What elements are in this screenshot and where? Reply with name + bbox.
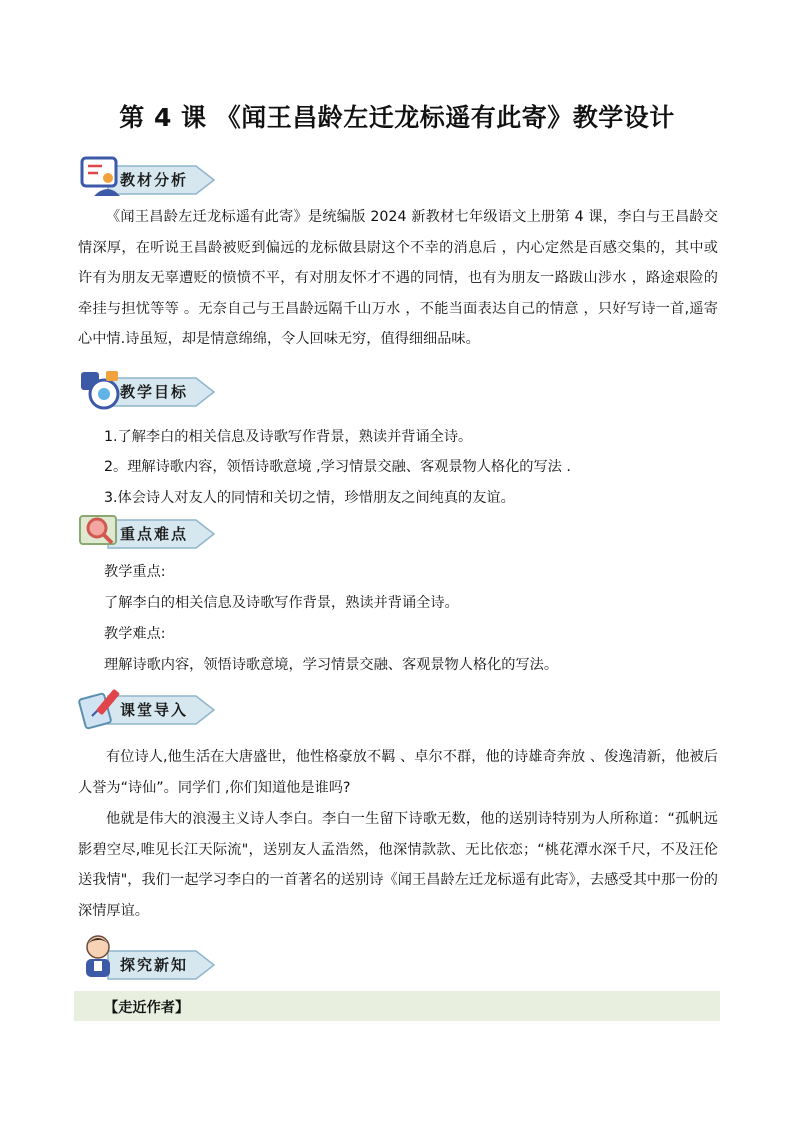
focus-label: 教学重点:	[104, 564, 166, 580]
section-heading-keypoints	[78, 514, 218, 554]
author-section-bar	[74, 991, 720, 1021]
page-title: 第 4 课 《闻王昌龄左迁龙标遥有此寄》教学设计	[119, 103, 675, 132]
student-icon	[78, 931, 122, 979]
target-icon	[78, 368, 122, 412]
goal-item-3: 3.体会诗人对友人的同情和关切之情，珍惜朋友之间纯真的友谊。	[104, 490, 515, 506]
analysis-paragraph: 《闻王昌龄左迁龙标遥有此寄》是统编版 2024 新教材七年级语文上册第 4 课，李白与王昌龄交情深厚，在听说王昌龄被贬到偏远的龙标做县尉这个不幸的消息后 ，内心定然是百感交集的，其中或许有为朋友无辜遭贬的愤愤不平，有对朋友怀才不遇的同情，也有为朋友一路跋山涉水 ，路途艰险的牵挂与担忧等等 。无奈自己与王昌龄远隔千山万水 ，不能当面表达自己的情意 ，只好写诗一首,遥寄心中情.诗虽短，却是情意绵绵，令人回味无穷，值得细细品味。	[78, 209, 718, 347]
goal-item-1: 1.了解李白的相关信息及诗歌写作背景，熟读并背诵全诗。	[104, 429, 473, 445]
section-heading-explore	[78, 945, 218, 985]
heading-label: 教学目标	[120, 383, 189, 401]
difficulty-text: 理解诗歌内容，领悟诗歌意境，学习情景交融、客观景物人格化的写法。	[104, 657, 559, 673]
heading-label: 教材分析	[120, 171, 189, 189]
intro-paragraph-1: 有位诗人,他生活在大唐盛世，他性格豪放不羁 、卓尔不群，他的诗雄奇奔放 、俊逸清新，他被后人誉为“诗仙”。同学们 ,你们知道他是谁吗?	[78, 749, 718, 796]
author-section-label: 【走近作者】	[104, 1000, 190, 1016]
magnifier-icon	[78, 510, 122, 554]
intro-paragraph-2: 他就是伟大的浪漫主义诗人李白。李白一生留下诗歌无数，他的送别诗特别为人所称道：“孤帆远影碧空尽,唯见长江天际流"，送别友人孟浩然，他深情款款、无比依恋；“桃花潭水深千尺，不及汪伦送我情"，我们一起学习李白的一首著名的送别诗《闻王昌龄左迁龙标遥有此寄》，去感受其中那一份的深情厚谊。	[78, 811, 718, 919]
focus-text: 了解李白的相关信息及诗歌写作背景，熟读并背诵全诗。	[104, 595, 459, 611]
difficulty-label: 教学难点:	[104, 626, 166, 642]
heading-label: 课堂导入	[120, 701, 189, 719]
pencil-paper-icon	[78, 686, 126, 734]
board-teacher-icon	[78, 156, 122, 200]
section-heading-goals	[78, 372, 218, 412]
section-heading-intro	[78, 690, 218, 730]
heading-label: 探究新知	[120, 956, 189, 974]
heading-label: 重点难点	[120, 525, 189, 543]
section-heading-analysis	[78, 160, 218, 200]
goal-item-2: 2。理解诗歌内容，领悟诗歌意境 ,学习情景交融、客观景物人格化的写法 .	[104, 459, 571, 475]
